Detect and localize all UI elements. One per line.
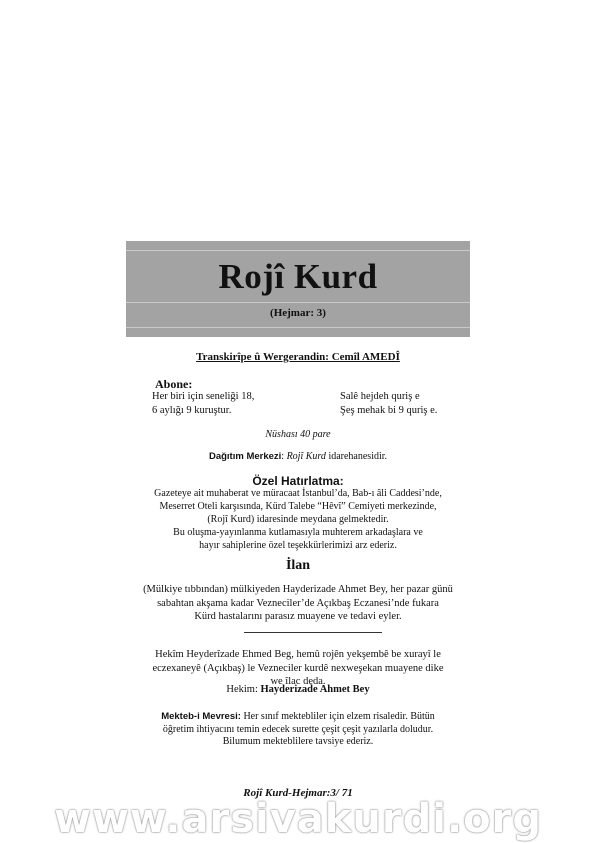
announcement-line: sabahtan akşama kadar Vezneciler’de Açıkbaş Eczanesi’nde fukara [157,597,439,609]
credit-text: Transkirîpe û Wergerandin: Cemîl AMEDÎ [196,351,400,363]
announcement-turkish [120,583,476,624]
issue-number: (Hejmar: 3) [270,307,326,319]
transcription-credit [0,351,596,363]
distribution-place: Rojî Kurd [286,451,326,462]
distribution-rest: idarehanesidir. [325,451,388,462]
announcement-line: (Mülkiye tıbbından) mülkiyeden Hayderizade Ahmet Bey, her pazar günü [143,584,453,595]
school-text: Her sınıf mektebliler için elzem risaledir. Bütün [240,711,435,722]
page-footer: Rojî Kurd-Hejmar:3/ 71 [243,787,353,799]
distribution-separator: : [281,451,287,462]
notice-line: Gazeteye ait muhaberat ve müracaat İstanbul’da, Bab-ı âli Caddesi’nde, [154,488,442,499]
announcement-kurdish-line: eczexaneyê (Açıkbaş) le Vezneciler kurdê nexweşekan muayene dike [152,662,444,674]
distribution-center [0,451,596,462]
notice-line: Meserret Oteli karşısında, Kürd Talebe “Hêvî” Cemiyeti merkezinde, [159,501,437,512]
doctor-signature [0,684,596,695]
subscription-turkish-line: 6 aylığı 9 kuruştur. [152,405,232,416]
notice-heading: Özel Hatırlatma: [252,474,344,488]
issue-price: Nüshası 40 pare [265,429,331,440]
school-line: Bilumum mekteblilere tavsiye ederiz. [222,736,374,747]
notice-line: Bu oluşma-yayınlanma kutlamasıyla muhterem arkadaşlara ve [173,527,423,538]
announcement-heading: İlan [285,558,311,573]
notice-line: (Rojî Kurd) idaresinde meydana gelmektedir. [207,514,389,525]
masthead-block [126,241,470,337]
subscription-kurdish-line: Şeş mehak bi 9 quriş e. [340,405,438,416]
subscription-kurdish-line: Salê hejdeh quriş e [340,391,420,402]
announcement-kurdish-line: Hekîm Heyderîzade Ehmed Beg, hemû rojên yekşembê be xurayî le [155,649,441,660]
masthead-title: Rojî Kurd [218,257,378,296]
school-line: öğretim ihtiyacını temin edecek surette çeşit çeşit yazılarla doludur. [162,723,434,735]
subscription-heading: Abone: [155,377,193,391]
masthead-rule [126,302,470,303]
masthead-rule [126,327,470,328]
announcement-line: Kürd hastalarını parasız muayene ve tedavi eyler. [194,611,402,622]
subscription-turkish-line: Her biri için seneliği 18, [152,391,255,402]
school-label: Mekteb-i Mevresi: [161,711,241,722]
school-line [128,711,468,724]
notice-line: hayır sahiplerine özel teşekkürlerimizi arz ederiz. [199,540,397,551]
notice-body [130,487,466,552]
school-notice [128,711,468,749]
masthead-rule [126,250,470,251]
section-divider [244,632,382,633]
announcement-kurdish [132,648,464,689]
signature-name: Hayderizade Ahmet Bey [260,684,370,695]
watermark: www.arsivakurdi.org [54,796,542,842]
announcement-kurdish-line: we îlac deda. [270,676,326,687]
distribution-label: Dağıtım Merkezi [208,451,282,462]
signature-label: Hekim: [226,684,261,695]
